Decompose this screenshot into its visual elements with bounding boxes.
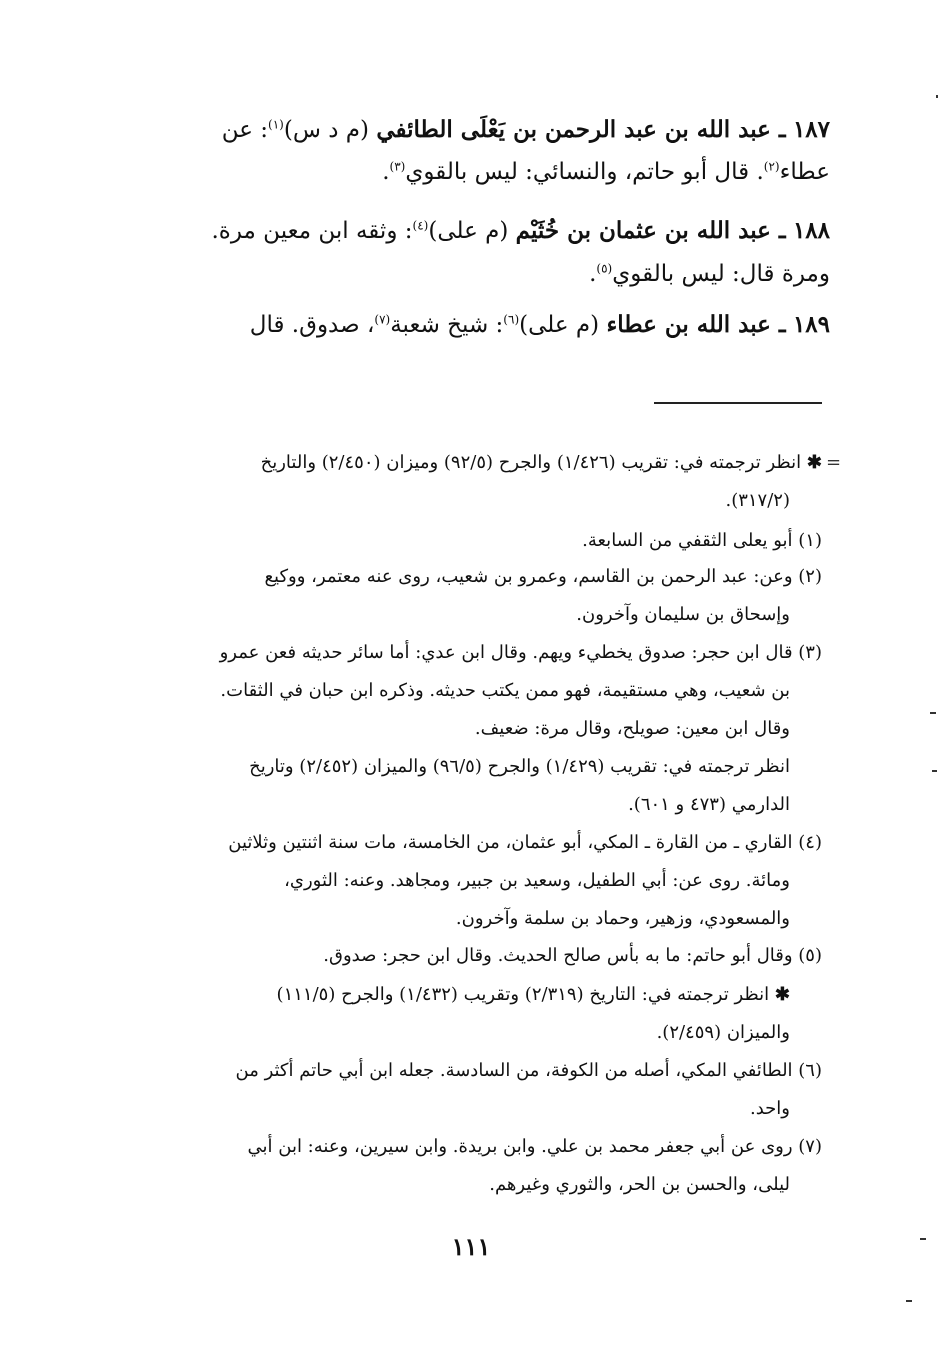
footnote-3-cont-1: [220, 680, 790, 701]
star-icon: ✱: [774, 984, 790, 1005]
footnote-text: وقال ابن معين: صويلح، وقال مرة: ضعيف.: [474, 718, 790, 739]
footnote-4-cont-2: [456, 908, 790, 929]
footnote-ref[interactable]: (٣): [389, 159, 406, 174]
footnote-text: الدارمي (٤٧٣ و ٦٠١).: [628, 794, 790, 815]
footnote-text: واحد.: [750, 1098, 790, 1119]
scan-speck: [930, 712, 936, 714]
footnote-text: ومائة. روى عن: أبي الطفيل، وسعيد بن جبير، ومجاهد. وعنه: الثوري،: [284, 870, 790, 891]
footnote-4: [228, 832, 822, 853]
footnote-text: بن شعيب، وهي مستقيمة، فهو ممن يكتب حديثه. وذكره ابن حبان في الثقات.: [220, 680, 790, 701]
footnote-text: انظر ترجمته في: تقريب (١/٤٢٦) والجرح (٩٢/٥) وميزان (٢/٤٥٠) والتاريخ: [260, 452, 802, 473]
footnote-text: (٧) روى عن أبي جعفر محمد بن علي. وابن بريدة. وابن سيرين، وعنه: ابن أبي: [247, 1136, 822, 1157]
entry-symbols: (م على): [519, 312, 600, 338]
page-number: ١١١: [451, 1232, 491, 1261]
footnote-text: (٤) القاري ـ من القارة ـ المكي، أبو عثمان، من الخامسة، مات سنة اثنتين وثلاثين: [228, 832, 822, 853]
footnote-text: (٦) الطائفي المكي، أصله من الكوفة، من السادسة. جعله ابن أبي حاتم أكثر من: [235, 1060, 822, 1081]
footnote-star-1: [261, 452, 822, 473]
footnote-star-1-cont: [725, 490, 790, 511]
footnote-text: (٥) وقال أبو حاتم: ما به بأس صالح الحديث. وقال ابن حجر: صدوق.: [323, 945, 822, 966]
footnote-ref[interactable]: (٢): [763, 159, 780, 174]
entry-text: : شيخ شعبة: [390, 312, 504, 338]
scan-speck: [932, 770, 937, 772]
entry-text: .: [382, 159, 390, 185]
footnote-3-cont-3: [249, 756, 790, 777]
entry-text: عطاء: [779, 159, 830, 185]
entry-number: ١٨٩: [792, 311, 830, 338]
footnote-5: [323, 945, 822, 966]
entry-188-line2: [589, 261, 830, 287]
footnote-3-cont-4: [628, 794, 790, 815]
footnote-text: انظر ترجمته في: تقريب (١/٤٢٩) والجرح (٩٦/٥) والميزان (٢/٤٥٢) وتاريخ: [249, 756, 790, 777]
footnote-text: والميزان (٢/٤٥٩).: [656, 1022, 790, 1043]
entry-symbols: (م على): [428, 218, 509, 244]
entry-name: ـ عبد الله بن عبد الرحمن بن يَعْلَى الطائفي: [376, 116, 786, 143]
star-icon: ✱: [806, 452, 822, 473]
continuation-mark: =: [826, 452, 842, 473]
footnote-text: والمسعودي، وزهير، وحماد بن سلمة وآخرون.: [455, 908, 790, 929]
footnote-star-2: [277, 984, 790, 1005]
footnote-text: (١) أبو يعلى الثقفي من السابعة.: [582, 530, 822, 551]
footnote-1: [582, 530, 822, 551]
entry-187-line1: [222, 116, 830, 143]
entry-189-line1: [250, 311, 830, 338]
scan-speck: [920, 1238, 926, 1240]
entry-text: ، صدوق. قال: [249, 312, 375, 338]
footnote-text: وإسحاق بن سليمان وآخرون.: [576, 604, 790, 625]
footnote-text: (٣) قال ابن حجر: صدوق يخطيء ويهم. وقال ابن عدي: أما سائر حديثه فعن عمرو: [219, 642, 822, 663]
entry-text: : وثقه ابن معين مرة.: [211, 218, 413, 244]
footnote-text: (٢) وعن: عبد الرحمن بن القاسم، وعمرو بن شعيب، روى عنه معتمر، ووكيع: [264, 566, 822, 587]
entry-187-line2: [382, 159, 830, 185]
footnote-4-cont-1: [284, 870, 790, 891]
entry-text: . قال أبو حاتم، والنسائي: ليس بالقوي: [405, 159, 764, 185]
footnote-3: [220, 642, 822, 663]
footnote-ref[interactable]: (٥): [596, 261, 613, 276]
footnote-ref[interactable]: (٦): [503, 312, 520, 327]
footnote-text: (٣١٧/٢).: [725, 490, 790, 511]
footnote-2-cont: [576, 604, 790, 625]
footnote-star-2-cont: [657, 1022, 790, 1043]
footnote-7: [248, 1136, 823, 1157]
entry-number: ١٨٧: [792, 116, 830, 143]
entry-text: : عن: [221, 117, 269, 143]
footnote-7-cont: [489, 1174, 790, 1195]
scan-speck: [906, 1300, 912, 1302]
footnote-ref[interactable]: (٤): [412, 218, 429, 233]
footnote-text: ليلى، والحسن بن الحر، والثوري وغيرهم.: [489, 1174, 790, 1195]
entry-188-line1: [212, 217, 831, 244]
entry-name: ـ عبد الله بن عثمان بن خُثَيْم: [515, 217, 786, 244]
footnote-ref[interactable]: (١): [268, 117, 284, 132]
footnote-6: [236, 1060, 823, 1081]
footnote-text: انظر ترجمته في: التاريخ (٢/٣١٩) وتقريب (١/٤٣٢) والجرح (١١١/٥): [276, 984, 770, 1005]
entry-symbols: (م د س): [283, 117, 369, 143]
footnote-3-cont-2: [475, 718, 790, 739]
entry-text: ومرة قال: ليس بالقوي: [612, 261, 830, 287]
footnote-ref[interactable]: (٧): [374, 312, 391, 327]
entry-number: ١٨٨: [792, 217, 830, 244]
entry-name: ـ عبد الله بن عطاء: [606, 311, 786, 338]
footnote-2: [264, 566, 822, 587]
scan-speck: [936, 95, 938, 98]
footnote-6-cont: [750, 1098, 790, 1119]
footnote-separator: [654, 402, 822, 404]
entry-text: .: [589, 261, 597, 287]
